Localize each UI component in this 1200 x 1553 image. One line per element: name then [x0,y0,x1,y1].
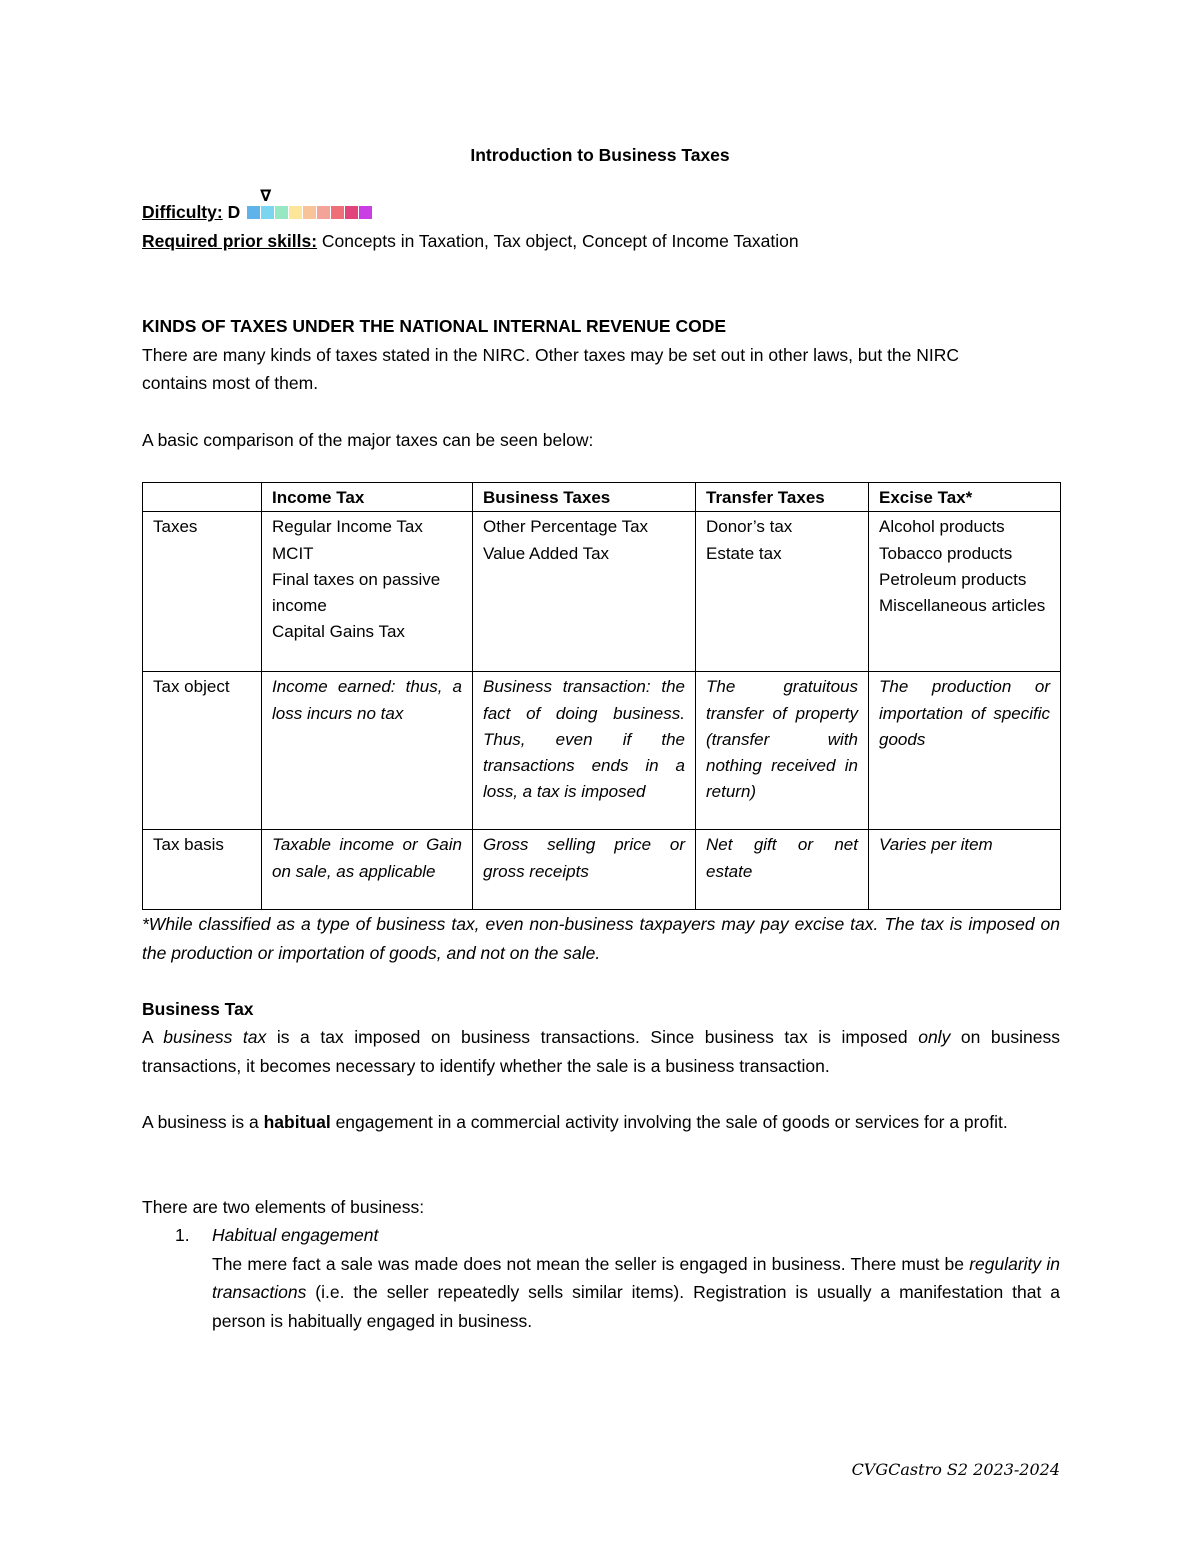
text-run: only [918,1027,951,1047]
table-footnote: *While classified as a type of business tax, even non-business taxpayers may pay excise tax. The tax is imposed on the production or importation of goods, and not on the sale. [142,914,1060,963]
text-run: habitual [263,1112,331,1132]
cell-line: Estate tax [706,543,782,563]
text-run: engagement in a commercial activity involving the sale of goods or services for a profit. [330,1112,1008,1132]
table-cell: Gross selling price or gross receipts [473,830,696,910]
difficulty-square [331,206,344,219]
table-cell: The production or importation of specific goods [869,672,1061,830]
text-run: (i.e. the seller repeatedly sells similar items). Registration is usually a manifestation that a person is habitually engaged in business. [212,1282,1060,1331]
text-run: business tax [163,1027,267,1047]
list-number: 1. [175,1225,190,1245]
table-cell [696,512,869,672]
difficulty-square [289,206,302,219]
cell-line: Value Added Tax [483,543,610,563]
difficulty-line [142,188,1060,226]
row-label: Tax basis [143,830,262,910]
cell-line: Petroleum products [879,569,1027,589]
table-header-cell [143,483,262,512]
difficulty-square [303,206,316,219]
table-cell [869,512,1061,672]
difficulty-label: Difficulty: [142,202,223,222]
page-title: Introduction to Business Taxes [470,145,730,165]
table-cell: The gratuitous transfer of property (transfer with nothing received in return) [696,672,869,830]
kinds-paragraph-line2: contains most of them. [142,373,319,393]
text-run: A [142,1027,164,1047]
cell-line: Donor’s tax [706,517,793,537]
cell-line: Other Percentage Tax [483,517,649,537]
table-row [143,830,1061,910]
list-item-title: Habitual engagement [212,1225,379,1245]
list-item-body [212,1250,1060,1336]
comparison-intro: A basic comparison of the major taxes can be seen below: [142,430,594,450]
cell-line: Regular Income Tax [272,517,423,537]
cell-line: MCIT [272,543,314,563]
row-label: Taxes [143,512,262,672]
prior-skills-line [142,227,1060,255]
row-label: Tax object [143,672,262,830]
difficulty-level: D [227,202,241,222]
difficulty-square [275,206,288,219]
list-item [142,1221,1060,1335]
difficulty-square [261,206,274,219]
table-cell [262,512,473,672]
difficulty-square [247,206,260,219]
table-header-cell: Excise Tax* [869,483,1061,512]
section-heading-kinds: KINDS OF TAXES UNDER THE NATIONAL INTERNAL REVENUE CODE [142,316,727,336]
table-cell: Income earned: thus, a loss incurs no tax [262,672,473,830]
elements-list [142,1221,1060,1335]
difficulty-square [359,206,372,219]
table-row [143,672,1061,830]
tax-comparison-table [142,482,1061,910]
text-run: on business transactions, it becomes necessary to identify whether the sale is a business transaction. [142,1027,1060,1076]
difficulty-square [345,206,358,219]
table-cell [473,512,696,672]
table-row [143,512,1061,672]
difficulty-marker-icon: ∇ [260,188,272,206]
cell-line: Capital Gains Tax [272,622,405,642]
kinds-paragraph-line1: There are many kinds of taxes stated in the NIRC. Other taxes may be set out in other laws, but the NIRC [142,345,960,365]
elements-intro: There are two elements of business: [142,1197,425,1217]
table-header-cell: Transfer Taxes [696,483,869,512]
table-cell: Taxable income or Gain on sale, as applicable [262,830,473,910]
table-cell: Varies per item [869,830,1061,910]
prior-skills-value: Concepts in Taxation, Tax object, Concept of Income Taxation [317,231,799,251]
difficulty-square [317,206,330,219]
business-definition-paragraph [142,1108,1060,1137]
cell-line: Miscellaneous articles [879,596,1046,616]
difficulty-scale [247,188,373,220]
cell-line: Alcohol products [879,517,1005,537]
table-header-cell: Income Tax [262,483,473,512]
table-cell: Net gift or net estate [696,830,869,910]
business-tax-paragraph [142,1023,1060,1081]
cell-line: Final taxes on passive income [272,569,441,616]
section-heading-business-tax: Business Tax [142,999,254,1019]
table-header-row [143,483,1061,512]
text-run: is a tax imposed on business transactions. Since business tax is imposed [266,1027,919,1047]
cell-line: Tobacco products [879,543,1013,563]
table-header-cell: Business Taxes [473,483,696,512]
text-run: A business is a [142,1112,264,1132]
text-run: The mere fact a sale was made does not mean the seller is engaged in business. There must be [212,1253,970,1274]
page-footer: CVGCastro S2 2023-2024 [851,1460,1060,1479]
text-run: regularity in transactions [212,1253,1060,1302]
prior-skills-label: Required prior skills: [142,231,318,251]
table-cell: Business transaction: the fact of doing business. Thus, even if the transactions ends in a loss, a tax is imposed [473,672,696,830]
